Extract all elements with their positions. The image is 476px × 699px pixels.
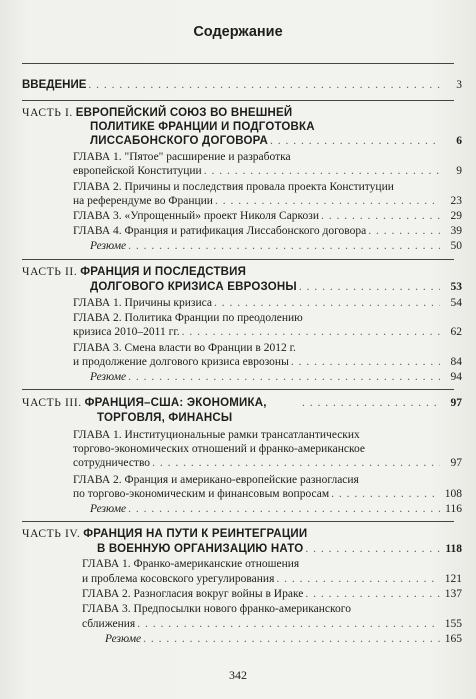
part-4-page: 118 bbox=[445, 543, 462, 555]
part-3-page: 97 bbox=[450, 397, 462, 409]
page-number: 342 bbox=[229, 668, 247, 682]
part-1-page: 6 bbox=[456, 135, 462, 147]
part-2-page: 53 bbox=[450, 281, 462, 293]
resume-2-page: 94 bbox=[450, 371, 462, 383]
intro-page: 3 bbox=[456, 79, 462, 91]
chapter-1-1-line: ГЛАВА 1. "Пятое" расширение и разработка bbox=[73, 151, 291, 163]
toc-entry-chapter-1-4 bbox=[73, 224, 462, 238]
leader-dots bbox=[204, 164, 440, 178]
chapter-2-3-line: ГЛАВА 3. Смена власти во Франции в 2012 г. bbox=[73, 342, 296, 354]
toc-entry-chapter-3-2 bbox=[73, 487, 462, 501]
part-1-title-line: ЕВРОПЕЙСКИЙ СОЮЗ ВО ВНЕШНЕЙ bbox=[75, 107, 293, 119]
chapter-4-1-line: ГЛАВА 1. Франко-американские отношения bbox=[82, 558, 300, 570]
part-1-title-entry bbox=[90, 134, 462, 148]
leader-dots bbox=[182, 325, 440, 339]
part-4-title-line: ФРАНЦИЯ НА ПУТИ К РЕИНТЕГРАЦИИ bbox=[83, 528, 308, 540]
toc-entry-chapter-2-1 bbox=[73, 296, 462, 310]
chapter-1-3-page: 29 bbox=[450, 210, 462, 222]
leader-dots bbox=[331, 487, 440, 501]
chapter-2-1-line: ГЛАВА 1. Причины кризиса bbox=[73, 297, 212, 309]
chapter-3-1-line: торгово-экономических отношений и франко-американское bbox=[73, 443, 365, 455]
chapter-1-1-page: 9 bbox=[456, 165, 462, 177]
leader-dots bbox=[128, 502, 440, 516]
leader-dots bbox=[88, 78, 440, 92]
leader-dots bbox=[305, 542, 440, 556]
chapter-2-2-line: кризиса 2010–2011 гг. bbox=[73, 326, 180, 338]
divider bbox=[22, 100, 454, 101]
leader-dots bbox=[321, 209, 440, 223]
leader-dots bbox=[128, 370, 440, 384]
leader-dots bbox=[291, 355, 440, 369]
leader-dots bbox=[137, 617, 440, 631]
divider bbox=[22, 63, 454, 64]
leader-dots bbox=[302, 396, 440, 410]
part-3-heading bbox=[22, 396, 329, 410]
chapter-3-2-line: ГЛАВА 2. Франция и американо-европейские разногласия bbox=[73, 474, 359, 486]
resume-4-label: Резюме bbox=[105, 633, 142, 645]
leader-dots bbox=[368, 224, 440, 238]
chapter-4-3-line: ГЛАВА 3. Предпосылки нового франко-американского bbox=[82, 603, 351, 615]
chapter-4-1-line: и проблема косовского урегулирования bbox=[82, 573, 275, 585]
chapter-2-2-line: ГЛАВА 2. Политика Франции по преодолению bbox=[73, 312, 303, 324]
divider bbox=[22, 259, 454, 260]
part-3-title-line: ФРАНЦИЯ–США: ЭКОНОМИКА, bbox=[84, 397, 267, 409]
part-2-label: ЧАСТЬ II. bbox=[22, 266, 78, 278]
part-3-title-line: ТОРГОВЛЯ, ФИНАНСЫ bbox=[97, 412, 233, 424]
chapter-4-3-line: сближения bbox=[82, 618, 136, 630]
part-4-title-entry bbox=[97, 542, 462, 556]
chapter-3-2-page: 108 bbox=[444, 488, 462, 500]
toc-entry-intro bbox=[22, 78, 462, 92]
chapter-3-2-line: по торгово-экономическим и финансовым вопросам bbox=[73, 488, 330, 500]
intro-label: ВВЕДЕНИЕ bbox=[22, 79, 87, 91]
chapter-1-2-page: 23 bbox=[450, 195, 462, 207]
part-4-heading bbox=[22, 527, 307, 541]
chapter-1-3-line: ГЛАВА 3. «Упрощенный» проект Николя Саркози bbox=[73, 210, 319, 222]
part-1-label: ЧАСТЬ I. bbox=[22, 107, 73, 119]
toc-entry-resume-1 bbox=[90, 239, 462, 253]
chapter-1-2-line: на референдуме во Франции bbox=[73, 195, 213, 207]
chapter-2-3-line: и продолжение долгового кризиса еврозоны bbox=[73, 356, 289, 368]
divider bbox=[22, 521, 454, 522]
part-1-title-line: ПОЛИТИКЕ ФРАНЦИИ И ПОДГОТОВКА bbox=[90, 121, 315, 133]
chapter-2-3-page: 84 bbox=[450, 356, 462, 368]
part-2-title-line: ФРАНЦИЯ И ПОСЛЕДСТВИЯ bbox=[80, 266, 247, 278]
leader-dots bbox=[214, 296, 440, 310]
part-1-heading bbox=[22, 106, 292, 120]
toc-entry-chapter-2-3 bbox=[73, 355, 462, 369]
chapter-1-1-line: европейской Конституции bbox=[73, 165, 202, 177]
resume-2-label: Резюме bbox=[90, 371, 127, 383]
part-3-title-entry bbox=[300, 396, 462, 410]
toc-entry-chapter-4-2 bbox=[82, 587, 462, 601]
chapter-1-4-line: ГЛАВА 4. Франция и ратификация Лиссабонского договора bbox=[73, 225, 367, 237]
page-title: Содержание bbox=[193, 24, 283, 40]
toc-entry-resume-2 bbox=[90, 370, 462, 384]
leader-dots bbox=[299, 280, 440, 294]
chapter-1-4-page: 39 bbox=[450, 225, 462, 237]
chapter-4-1-page: 121 bbox=[444, 573, 462, 585]
toc-entry-chapter-1-3 bbox=[73, 209, 462, 223]
part-4-label: ЧАСТЬ IV. bbox=[22, 528, 81, 540]
leader-dots bbox=[270, 134, 440, 148]
chapter-3-1-line: ГЛАВА 1. Институциональные рамки трансатлантических bbox=[73, 429, 360, 441]
resume-4-page: 165 bbox=[444, 633, 462, 645]
toc-entry-chapter-1-2 bbox=[73, 194, 462, 208]
chapter-3-1-line: сотрудничество bbox=[73, 457, 151, 469]
chapter-3-1-page: 97 bbox=[450, 457, 462, 469]
toc-entry-chapter-4-3 bbox=[82, 617, 462, 631]
leader-dots bbox=[143, 632, 440, 646]
chapter-4-3-page: 155 bbox=[444, 618, 462, 630]
leader-dots bbox=[152, 456, 440, 470]
part-4-title-line: В ВОЕННУЮ ОРГАНИЗАЦИЮ НАТО bbox=[97, 543, 304, 555]
resume-1-label: Резюме bbox=[90, 240, 127, 252]
toc-entry-chapter-3-1 bbox=[73, 456, 462, 470]
leader-dots bbox=[276, 572, 440, 586]
divider bbox=[22, 389, 454, 390]
leader-dots bbox=[128, 239, 440, 253]
toc-entry-resume-4 bbox=[105, 632, 462, 646]
part-3-label: ЧАСТЬ III. bbox=[22, 397, 82, 409]
part-1-title-line: ЛИССАБОНСКОГО ДОГОВОРА bbox=[90, 135, 269, 147]
leader-dots bbox=[215, 194, 440, 208]
toc-entry-chapter-4-1 bbox=[82, 572, 462, 586]
part-2-title-line: ДОЛГОВОГО КРИЗИСА ЕВРОЗОНЫ bbox=[90, 281, 297, 293]
chapter-2-2-page: 62 bbox=[450, 326, 462, 338]
toc-entry-resume-3 bbox=[90, 502, 462, 516]
toc-entry-chapter-1-1 bbox=[73, 164, 462, 178]
chapter-1-2-line: ГЛАВА 2. Причины и последствия провала проекта Конституции bbox=[73, 181, 394, 193]
leader-dots bbox=[305, 587, 440, 601]
part-2-title-entry bbox=[90, 280, 462, 294]
resume-3-page: 116 bbox=[445, 503, 462, 515]
resume-1-page: 50 bbox=[450, 240, 462, 252]
part-2-heading bbox=[22, 265, 246, 279]
toc-entry-chapter-2-2 bbox=[73, 325, 462, 339]
resume-3-label: Резюме bbox=[90, 503, 127, 515]
chapter-4-2-page: 137 bbox=[444, 588, 462, 600]
chapter-2-1-page: 54 bbox=[450, 297, 462, 309]
chapter-4-2-line: ГЛАВА 2. Разногласия вокруг войны в Ираке bbox=[82, 588, 304, 600]
